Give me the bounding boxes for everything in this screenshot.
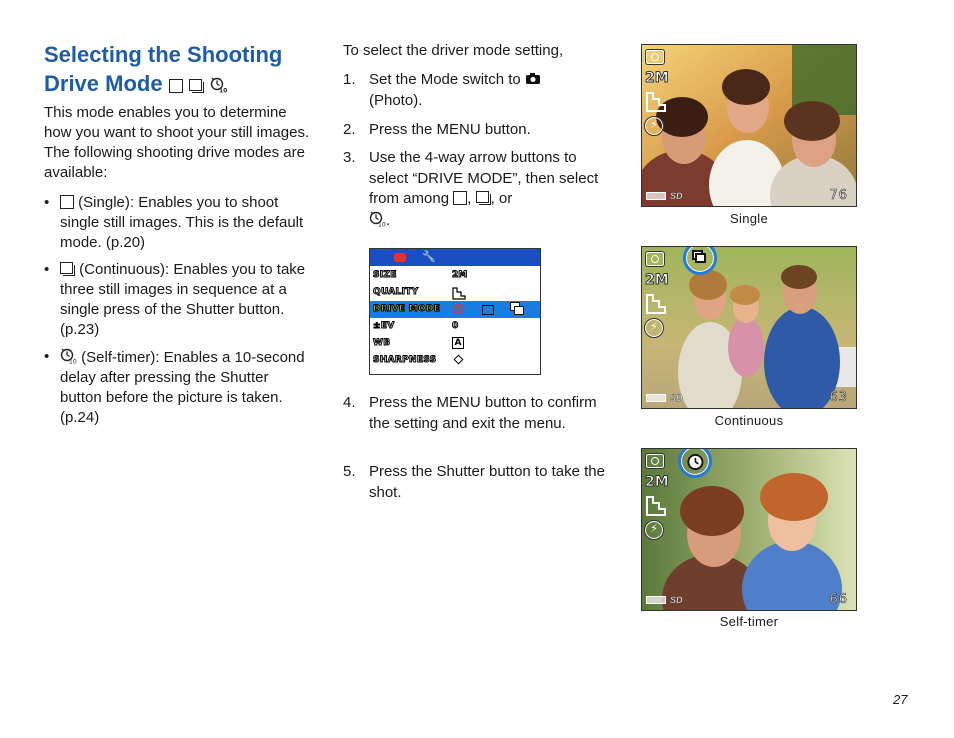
steps-intro: To select the driver mode setting, bbox=[343, 42, 564, 59]
flash-icon: ⚡ bbox=[645, 117, 663, 135]
menu-label: ±EV bbox=[373, 321, 395, 331]
step-number: 2. bbox=[343, 121, 356, 138]
step-number: 4. bbox=[343, 394, 356, 411]
drive-mode-list bbox=[44, 193, 314, 435]
separator: , bbox=[467, 190, 472, 207]
menu-value: 2M bbox=[452, 270, 468, 280]
menu-label: WB bbox=[373, 338, 391, 348]
sharpness-icon bbox=[454, 355, 464, 365]
step-number: 5. bbox=[343, 463, 356, 480]
sd-card-icon: SD bbox=[670, 393, 683, 403]
camera-menu-screen bbox=[369, 248, 541, 375]
menu-row-drive-mode bbox=[370, 301, 540, 318]
step-number: 1. bbox=[343, 71, 356, 88]
shots-remaining: 63 bbox=[829, 390, 848, 405]
step-number: 3. bbox=[343, 149, 356, 166]
camera-mode-icon bbox=[646, 454, 664, 468]
title-line2: Drive Mode bbox=[44, 71, 163, 96]
continuous-mode-icon bbox=[692, 250, 707, 264]
photo-self-timer bbox=[641, 448, 857, 611]
menu-value: 0 bbox=[452, 321, 459, 331]
camera-icon bbox=[525, 72, 541, 85]
list-item bbox=[44, 260, 314, 340]
family-photo-image bbox=[642, 449, 857, 611]
list-item bbox=[44, 347, 314, 428]
single-mode-icon bbox=[60, 195, 74, 209]
list-item bbox=[44, 193, 314, 253]
step-text: Press the MENU button to confirm the setting and exit the menu. bbox=[369, 394, 597, 432]
photo-caption: Self-timer bbox=[719, 614, 779, 629]
quality-icon bbox=[646, 294, 666, 314]
self-timer-icon bbox=[60, 347, 77, 364]
continuous-mode-icon bbox=[189, 79, 204, 93]
shots-remaining: 66 bbox=[829, 592, 848, 607]
battery-icon bbox=[646, 596, 666, 604]
step-5 bbox=[343, 462, 618, 503]
step-text: Press the Shutter button to take the shot. bbox=[369, 463, 605, 501]
camera-tab-icon bbox=[394, 253, 406, 262]
bullet-single-text: (Single): Enables you to shoot single still images. This is the default mode. (p.20) bbox=[60, 194, 304, 251]
step-1 bbox=[343, 70, 618, 111]
flash-icon: ⚡ bbox=[645, 319, 663, 337]
continuous-mode-icon bbox=[60, 262, 75, 276]
quality-icon bbox=[452, 287, 466, 300]
quality-icon bbox=[646, 496, 666, 516]
menu-row-ev bbox=[370, 318, 540, 335]
title-line1: Selecting the Shooting bbox=[44, 42, 283, 67]
continuous-mode-icon bbox=[476, 191, 491, 205]
battery-icon bbox=[646, 192, 666, 200]
menu-label: DRIVE MODE bbox=[373, 304, 441, 314]
shots-remaining: 76 bbox=[829, 188, 848, 203]
single-mode-icon bbox=[453, 191, 467, 205]
step-text: Set the Mode switch to bbox=[369, 71, 521, 88]
step-4 bbox=[343, 393, 618, 434]
menu-row-size bbox=[370, 267, 540, 284]
self-timer-icon bbox=[210, 76, 227, 93]
family-photo-image bbox=[642, 247, 857, 409]
menu-row-sharpness bbox=[370, 352, 540, 369]
step-text: Use the 4-way arrow buttons to select “DRIVE MODE”, then select from among bbox=[369, 149, 599, 207]
photo-caption: Continuous bbox=[714, 413, 784, 428]
quality-icon bbox=[646, 92, 666, 112]
photo-caption: Single bbox=[730, 211, 768, 226]
bullet-selftimer-text: (Self-timer): Enables a 10-second delay after pressing the Shutter button before the picture is taken. (p.24) bbox=[60, 349, 305, 426]
step-text: Press the MENU button. bbox=[369, 121, 531, 138]
wb-auto-icon: A bbox=[452, 337, 464, 349]
separator: . bbox=[386, 211, 391, 229]
photo-single bbox=[641, 44, 857, 207]
photo-continuous bbox=[641, 246, 857, 409]
menu-label: SHARPNESS bbox=[373, 355, 437, 365]
menu-label: QUALITY bbox=[373, 287, 419, 297]
camera-mode-icon bbox=[646, 252, 664, 266]
sd-card-icon: SD bbox=[670, 595, 683, 605]
menu-row-quality bbox=[370, 284, 540, 301]
self-timer-icon bbox=[369, 210, 386, 227]
image-size-indicator: 2M bbox=[645, 272, 669, 288]
step-3 bbox=[343, 148, 618, 231]
self-timer-icon bbox=[686, 452, 706, 472]
menu-tab-bar bbox=[370, 249, 540, 266]
page-number: 27 bbox=[893, 692, 908, 707]
section-title bbox=[44, 40, 334, 98]
setup-tab-icon: 🔧 bbox=[422, 250, 436, 263]
image-size-indicator: 2M bbox=[645, 474, 669, 490]
image-size-indicator: 2M bbox=[645, 70, 669, 86]
menu-label: SIZE bbox=[373, 270, 397, 280]
menu-row-wb bbox=[370, 335, 540, 352]
family-photo-image bbox=[642, 45, 857, 207]
self-timer-icon bbox=[452, 302, 467, 317]
step-2 bbox=[343, 120, 618, 141]
separator: , or bbox=[490, 190, 513, 207]
intro-paragraph: This mode enables you to determine how you want to shoot your still images. The following shooting drive modes are available: bbox=[44, 104, 310, 181]
flash-icon: ⚡ bbox=[645, 521, 663, 539]
step-text: (Photo). bbox=[369, 91, 423, 109]
single-mode-icon bbox=[169, 79, 183, 93]
bullet-continuous-text: (Continuous): Enables you to take three still images in sequence at a single press of the Shutter button. (p.23) bbox=[60, 261, 306, 338]
camera-mode-icon bbox=[646, 50, 664, 64]
single-mode-icon bbox=[482, 305, 494, 315]
sd-card-icon: SD bbox=[670, 191, 683, 201]
battery-icon bbox=[646, 394, 666, 402]
